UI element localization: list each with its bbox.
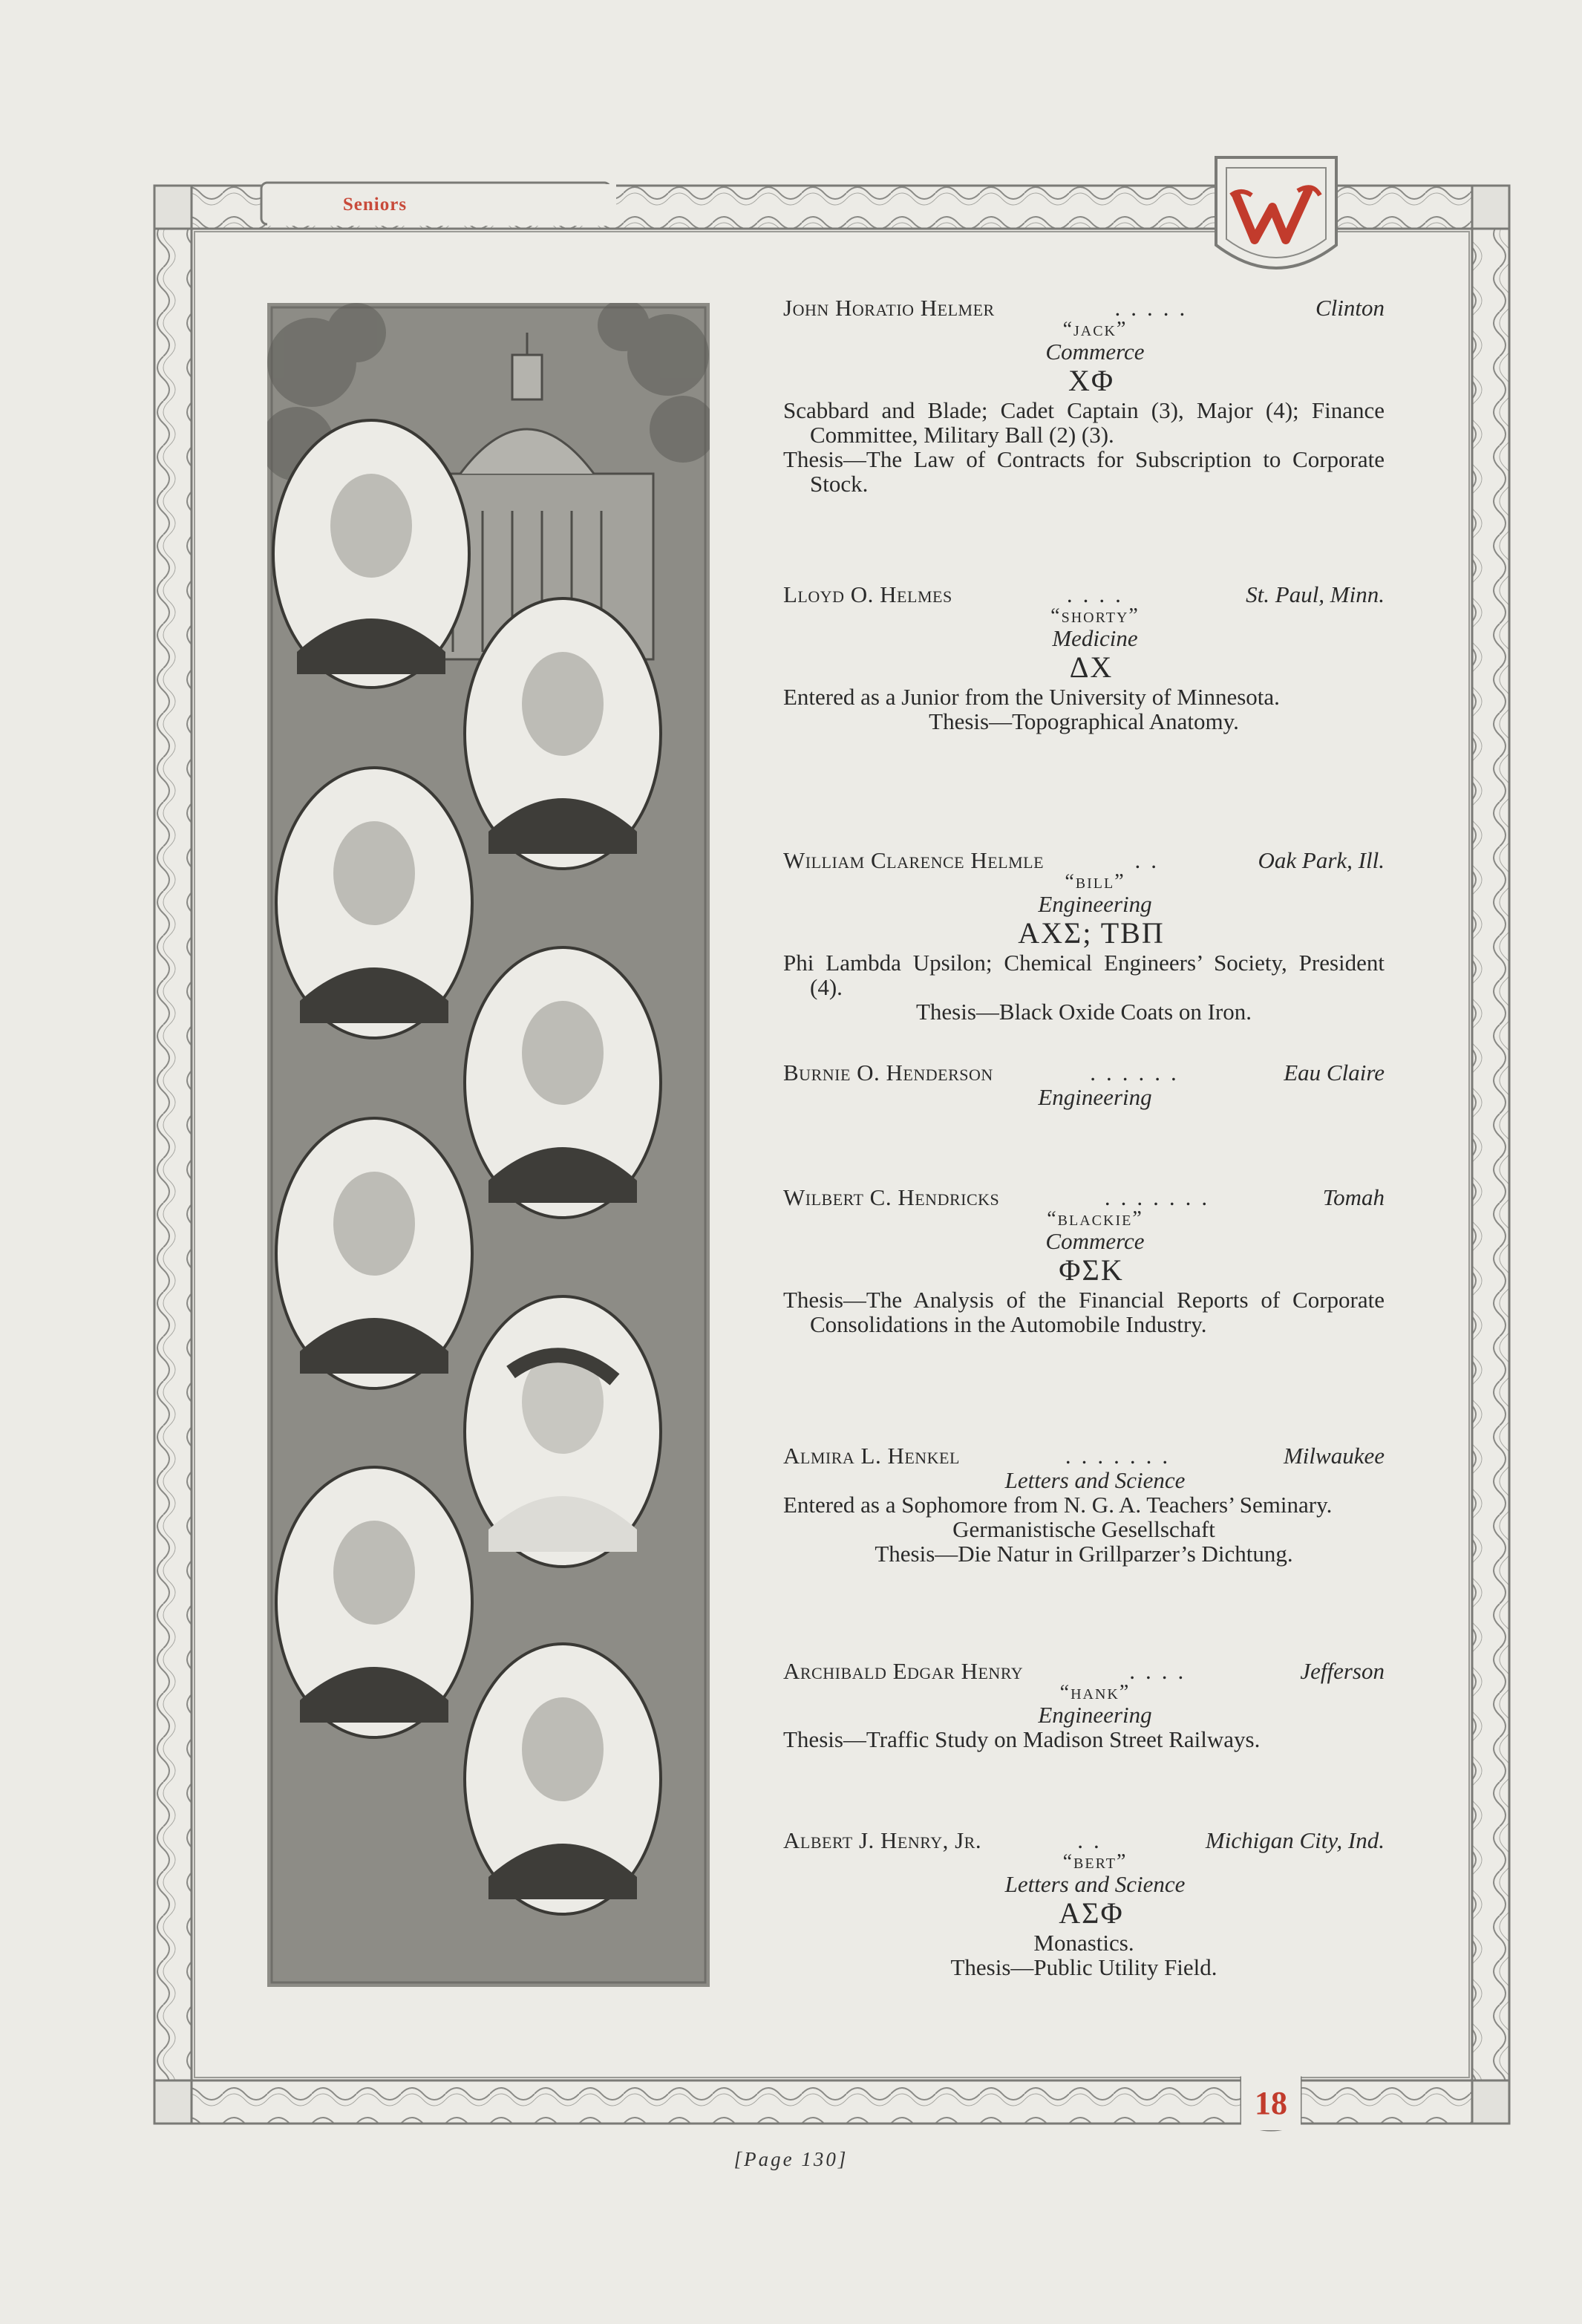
section-title: Seniors: [342, 195, 408, 215]
portrait-panel: [267, 303, 710, 1987]
course-of-study: Engineering: [1038, 1702, 1152, 1728]
senior-entry-helmes-lloyd: [783, 582, 1385, 734]
leader-dots: ..: [1077, 1828, 1110, 1853]
portrait-3: [276, 768, 472, 1038]
nickname: “bert”: [1062, 1850, 1128, 1873]
course-of-study: Letters and Science: [1004, 1871, 1186, 1897]
thesis: Thesis—Topographical Anatomy.: [929, 708, 1239, 734]
hometown: St. Paul, Minn.: [1246, 581, 1385, 607]
year-badge: [1241, 2075, 1301, 2130]
course-of-study: Commerce: [1045, 339, 1145, 365]
nickname: “shorty”: [1050, 604, 1140, 627]
course-of-study: Commerce: [1045, 1228, 1145, 1254]
fraternity-letters: ΑΧΣ; ΤΒΠ: [1018, 916, 1165, 950]
hometown: Eau Claire: [1284, 1060, 1385, 1086]
page-number: [Page 130]: [733, 2148, 849, 2170]
thesis: Thesis—Black Oxide Coats on Iron.: [915, 999, 1252, 1025]
senior-name: Burnie O. Henderson: [783, 1060, 993, 1086]
leader-dots: ....: [1066, 582, 1131, 607]
portrait-7: [276, 1467, 472, 1737]
course-of-study: Medicine: [1052, 625, 1138, 651]
leader-dots: ......: [1090, 1060, 1187, 1085]
nickname: “jack”: [1062, 318, 1128, 341]
name-line: [783, 1659, 1385, 1683]
name-line: [783, 1060, 1385, 1085]
course-of-study: Engineering: [1038, 891, 1152, 917]
hometown: Clinton: [1315, 295, 1385, 321]
senior-entry-henderson-burnie: [783, 1060, 1385, 1109]
senior-entry-helmle-william: [783, 848, 1385, 1024]
thesis: Thesis—Die Natur in Grillparzer’s Dichtung.: [875, 1541, 1293, 1567]
name-line: [783, 1185, 1385, 1210]
activities: Entered as a Sophomore from N. G. A. Teachers’ Seminary.: [783, 1492, 1333, 1518]
senior-entry-helmer-john: [783, 296, 1385, 496]
senior-name: Albert J. Henry, Jr.: [783, 1827, 982, 1853]
portrait-4: [465, 947, 661, 1218]
course-of-study: Engineering: [1038, 1084, 1152, 1110]
course-of-study: Letters and Science: [1004, 1467, 1186, 1493]
senior-entry-hendricks-wilbert: [783, 1185, 1385, 1336]
fraternity-letters: ΦΣΚ: [1059, 1253, 1124, 1287]
nickname: “blackie”: [1047, 1207, 1143, 1230]
hometown: Jefferson: [1300, 1658, 1385, 1684]
portrait-6: [465, 1296, 661, 1567]
senior-name: John Horatio Helmer: [783, 295, 995, 321]
year-badge-text: 18: [1255, 2084, 1287, 2121]
senior-name: Lloyd O. Helmes: [783, 581, 952, 607]
senior-name: William Clarence Helmle: [783, 847, 1045, 873]
fraternity-letters: ΧΦ: [1068, 364, 1115, 397]
portrait-5: [276, 1118, 472, 1388]
w-crest-logo: [1209, 152, 1342, 271]
senior-entry-henry-albert: [783, 1828, 1385, 1979]
senior-name: Wilbert C. Hendricks: [783, 1184, 1000, 1210]
fraternity-letters: ΑΣΦ: [1059, 1896, 1124, 1930]
senior-entry-henkel-almira: [783, 1443, 1385, 1566]
name-line: [783, 582, 1385, 607]
hometown: Oak Park, Ill.: [1258, 847, 1385, 873]
senior-name: Almira L. Henkel: [783, 1443, 960, 1469]
name-line: [783, 1443, 1385, 1468]
activities: Phi Lambda Upsilon; Chemical Engineers’ Society, President (4).: [783, 950, 1385, 1000]
leader-dots: .......: [1065, 1443, 1179, 1468]
portrait-1: [273, 420, 469, 688]
society: Germanistische Gesellschaft: [952, 1516, 1215, 1542]
leader-dots: ..: [1134, 848, 1168, 872]
hometown: Milwaukee: [1283, 1443, 1385, 1469]
section-label: [267, 184, 616, 226]
fraternity-letters: ΔΧ: [1069, 650, 1114, 684]
leader-dots: .......: [1104, 1185, 1218, 1210]
leader-dots: .....: [1114, 296, 1196, 320]
senior-entry-henry-archibald: [783, 1659, 1385, 1752]
hometown: Michigan City, Ind.: [1205, 1827, 1385, 1853]
name-line: [783, 296, 1385, 320]
name-line: [783, 1828, 1385, 1853]
portrait-8: [465, 1644, 661, 1914]
thesis: Thesis—Traffic Study on Madison Street Railways.: [783, 1726, 1261, 1752]
leader-dots: ....: [1129, 1659, 1194, 1683]
activities: Scabbard and Blade; Cadet Captain (3), Major (4); Finance Committee, Military Ball (2) (3).: [783, 397, 1385, 448]
thesis: Thesis—The Analysis of the Financial Reports of Corporate Consolidations in the Automobile Industry.: [783, 1287, 1385, 1337]
nickname: “hank”: [1059, 1681, 1131, 1704]
hometown: Tomah: [1322, 1184, 1385, 1210]
portrait-2: [465, 598, 661, 869]
activities: Entered as a Junior from the University of Minnesota.: [783, 684, 1280, 710]
activities: Monastics.: [1033, 1930, 1134, 1956]
thesis: Thesis—Public Utility Field.: [950, 1954, 1217, 1980]
thesis: Thesis—The Law of Contracts for Subscription to Corporate Stock.: [783, 446, 1385, 497]
senior-name: Archibald Edgar Henry: [783, 1658, 1024, 1684]
nickname: “bill”: [1065, 870, 1125, 893]
name-line: [783, 848, 1385, 872]
